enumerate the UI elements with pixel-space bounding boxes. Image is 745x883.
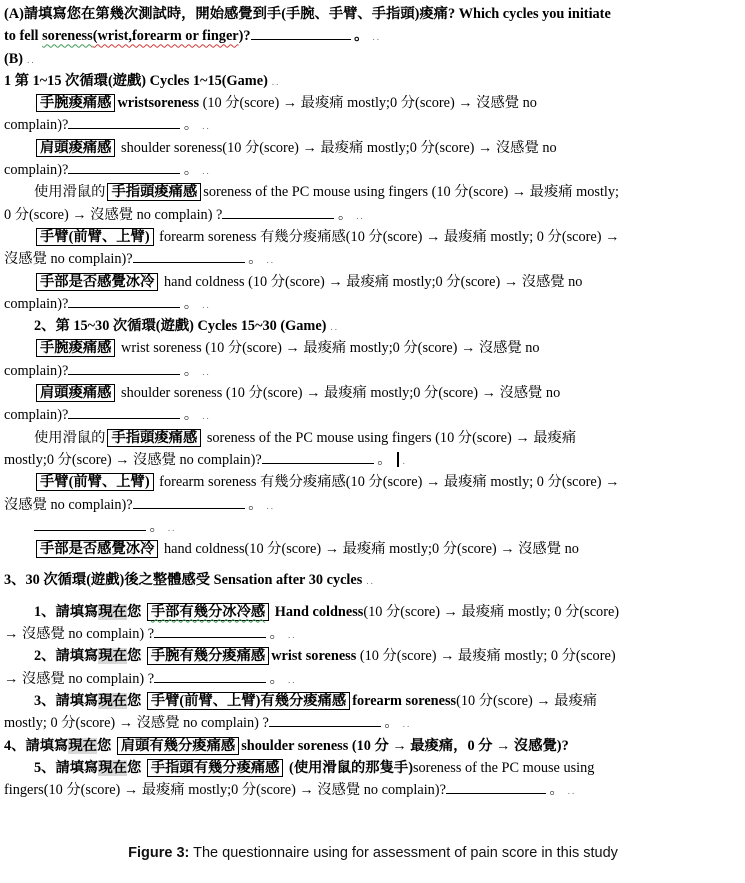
text-run: soreness: [42, 28, 93, 45]
highlighted-run: 現在: [98, 648, 127, 665]
doc-line: [4, 337, 742, 359]
text-run: 2、第 15~30 次循環(遊戲) Cycles 15~30 (Game): [34, 318, 327, 335]
boxed-term: 手部是否感覺冰冷: [36, 540, 158, 558]
text-run: 1 第 1~15 次循環(遊戲) Cycles 1~15(Game): [4, 72, 268, 89]
doc-line: [4, 494, 742, 516]
doc-line: [4, 360, 742, 382]
doc-line: [4, 92, 742, 114]
text-run: (使用滑鼠的那隻手): [285, 759, 413, 776]
boxed-term: 手臂(前臂、上臂): [36, 473, 154, 491]
formatting-marks: ..: [202, 299, 211, 310]
fill-in-blank[interactable]: [68, 294, 180, 308]
text-run: soreness of the PC mouse using fingers (10 分(score) → 最痠痛: [203, 429, 577, 446]
doc-line: [4, 226, 742, 248]
text-run: 使用滑鼠的: [34, 184, 106, 201]
text-run: to fell: [4, 28, 43, 45]
text-run: 。: [244, 251, 263, 268]
text-run: 。: [180, 362, 199, 379]
fill-in-blank[interactable]: [269, 713, 381, 727]
text-run: (wrist,forearm or finger: [92, 28, 239, 45]
questionnaire-body[interactable]: [4, 3, 742, 801]
text-run: 。: [146, 518, 164, 535]
doc-line: [4, 404, 742, 426]
fill-in-blank[interactable]: [34, 517, 146, 531]
doc-line: [4, 271, 742, 293]
highlighted-run: 現在: [68, 737, 97, 754]
text-run: → 沒感覺 no complain) ?: [4, 670, 155, 687]
doc-line: [4, 623, 742, 645]
text-run: soreness of the PC mouse using: [412, 759, 595, 776]
formatting-marks: ..: [266, 255, 276, 266]
text-run: 沒感覺 no complain)?: [4, 496, 133, 513]
formatting-marks: ..: [372, 32, 381, 43]
text-run: hand coldness(10 分(score) → 最痠痛 mostly;0 分(score) → 沒感覺 no: [160, 541, 579, 558]
text-run: 。: [180, 162, 199, 179]
doc-line: [4, 516, 742, 538]
fill-in-blank[interactable]: [154, 669, 266, 683]
boxed-term: 手指頭痠痛感: [107, 429, 201, 447]
text-run: (10 分(score) → 最痠痛 mostly; 0 分(score): [359, 648, 616, 665]
doc-line: [4, 757, 742, 779]
text-run: complain)?: [4, 407, 69, 424]
boxed-term: 手部有幾分冰冷感: [147, 603, 269, 621]
text-run: complain)?: [4, 117, 69, 134]
doc-line: [4, 382, 742, 404]
text-run: 您: [126, 759, 145, 776]
text-run: wrist soreness: [271, 648, 360, 665]
text-run: 。: [266, 626, 284, 643]
boxed-term: 肩頭有幾分痠痛感: [117, 737, 239, 755]
formatting-marks: ..: [202, 366, 211, 377]
fill-in-blank[interactable]: [68, 115, 180, 129]
text-run: 3、30 次循環(遊戲)後之整體感受 Sensation after 30 cycles: [4, 572, 363, 589]
doc-line: [4, 668, 742, 690]
highlighted-run: 現在: [98, 603, 127, 620]
text-caret: [397, 452, 399, 467]
boxed-term: 手指頭有幾分痠痛感: [147, 759, 284, 777]
text-run: Hand coldness: [271, 603, 364, 620]
formatting-marks: ..: [366, 576, 375, 587]
text-run: mostly; 0 分(score) → 沒感覺 no complain) ?: [4, 715, 269, 732]
text-run: 。: [334, 206, 353, 223]
fill-in-blank[interactable]: [262, 450, 374, 464]
doc-line: [4, 427, 742, 449]
text-run: → 沒感覺 no complain) ?: [4, 626, 155, 643]
formatting-marks: ..: [202, 411, 211, 422]
text-run: 使用滑鼠的: [34, 429, 106, 446]
doc-line: [4, 48, 742, 70]
highlighted-run: 現在: [98, 692, 127, 709]
text-run: shoulder soreness(10 分(score) → 最痠痛 mostly;0 分(score) → 沒感覺 no: [117, 139, 557, 156]
boxed-term: 手臂(前臂、上臂): [36, 228, 154, 246]
formatting-marks: ..: [567, 786, 577, 797]
text-run: 2、請填寫: [34, 648, 99, 665]
doc-line: [4, 70, 742, 92]
text-run: 沒感覺 no complain)?: [4, 251, 133, 268]
formatting-marks: ..: [271, 76, 281, 87]
formatting-marks: .: [402, 455, 407, 466]
formatting-marks: ..: [202, 166, 211, 177]
text-run: complain)?: [4, 162, 69, 179]
formatting-marks: ..: [167, 522, 177, 533]
text-run: fingers(10 分(score) → 最痠痛 mostly;0 分(score) → 沒感覺 no complain)?: [4, 782, 446, 799]
text-run: mostly;0 分(score) → 沒感覺 no complain)?: [4, 451, 262, 468]
formatting-marks: ..: [202, 121, 211, 132]
text-run: shoulder soreness (10 分(score) → 最痠痛 mostly;0 分(score) → 沒感覺 no: [117, 385, 561, 402]
doc-line: [4, 569, 742, 591]
fill-in-blank[interactable]: [222, 205, 334, 219]
text-run: 。: [180, 295, 199, 312]
doc-line: [4, 449, 742, 471]
doc-line: [4, 315, 742, 337]
text-run: complain)?: [4, 362, 69, 379]
text-run: (B): [4, 50, 24, 67]
text-run: 。: [180, 117, 199, 134]
doc-line: [4, 471, 742, 493]
text-run: complain)?: [4, 295, 69, 312]
text-run: shoulder soreness: [241, 737, 352, 754]
text-run: 。: [350, 28, 369, 45]
doc-line: [4, 779, 742, 801]
fill-in-blank[interactable]: [68, 405, 180, 419]
text-run: 您: [126, 692, 145, 709]
text-run: wristsoreness: [117, 95, 203, 112]
text-run: (10 分(score) → 最痠痛 mostly; 0 分(score): [363, 603, 620, 620]
boxed-term: 手指頭痠痛感: [107, 183, 201, 201]
text-run: 5、請填寫: [34, 759, 99, 776]
text-run: 4、請填寫: [4, 737, 69, 754]
boxed-term: 手腕痠痛感: [36, 339, 115, 357]
text-run: (10 分(score) → 最痠痛 mostly;0 分(score) → 沒感覺 no: [202, 95, 537, 112]
text-run: (A)請填寫您在第幾次測試時，開始感覺到手(手腕、手臂、手指頭)痠痛? Which cycles you initiate: [4, 6, 611, 22]
boxed-term: 肩頭痠痛感: [36, 384, 115, 402]
doc-line: [4, 293, 742, 315]
formatting-marks: ..: [330, 322, 339, 333]
doc-line: [4, 137, 742, 159]
text-run: 。: [180, 407, 199, 424]
text-run: forearm soreness 有幾分痠痛感(10 分(score) → 最痠痛 mostly; 0 分(score) →: [155, 228, 620, 245]
boxed-term: 手部是否感覺冰冷: [36, 273, 158, 291]
formatting-marks: ..: [27, 54, 36, 65]
text-run: 。: [373, 451, 392, 468]
doc-line: [4, 735, 742, 757]
fill-in-blank[interactable]: [68, 160, 180, 174]
text-run: 您: [126, 648, 145, 665]
fill-in-blank[interactable]: [446, 780, 546, 794]
doc-line: [4, 690, 742, 712]
formatting-marks: ..: [266, 500, 276, 511]
boxed-term: 手腕有幾分痠痛感: [147, 647, 269, 665]
fill-in-blank[interactable]: [133, 249, 245, 263]
text-run: 。: [244, 496, 263, 513]
doc-line: [4, 645, 742, 667]
text-run: 。: [545, 782, 564, 799]
formatting-marks: ..: [287, 630, 297, 641]
text-run: 。: [380, 715, 399, 732]
text-run: forearm soreness 有幾分痠痛感(10 分(score) → 最痠痛 mostly; 0 分(score) →: [155, 474, 620, 491]
text-run: (10 分(score) → 最痠痛: [456, 692, 598, 709]
doc-line: [4, 601, 742, 623]
text-run: 0 分(score) → 沒感覺 no complain) ?: [4, 206, 223, 223]
text-run: 。: [266, 670, 284, 687]
formatting-marks: ..: [356, 210, 365, 221]
boxed-term: 手臂(前臂、上臂)有幾分痠痛感: [147, 692, 350, 710]
fill-in-blank[interactable]: [154, 624, 266, 638]
boxed-term: 肩頭痠痛感: [36, 139, 115, 157]
text-run: 您: [96, 737, 115, 754]
doc-line: [4, 3, 742, 25]
text-run: 3、請填寫: [34, 692, 99, 709]
boxed-term: 手腕痠痛感: [36, 94, 115, 112]
caption-label: Figure 3:: [128, 845, 190, 862]
fill-in-blank[interactable]: [251, 26, 351, 40]
caption-text: The questionnaire using for assessment of pain score in this study: [193, 845, 618, 862]
text-run: )?: [238, 28, 251, 45]
doc-line: [4, 181, 742, 203]
text-run: forearm soreness: [352, 692, 457, 709]
doc-line: [4, 25, 742, 47]
fill-in-blank[interactable]: [68, 361, 180, 375]
figure-caption: [4, 845, 742, 861]
text-run: 您: [126, 603, 145, 620]
doc-line: [4, 204, 742, 226]
doc-line: [4, 248, 742, 270]
doc-line: [4, 538, 742, 560]
text-run: soreness of the PC mouse using fingers (10 分(score) → 最痠痛 mostly;: [203, 184, 620, 201]
doc-line: [4, 159, 742, 181]
text-run: hand coldness (10 分(score) → 最痠痛 mostly;0 分(score) → 沒感覺 no: [160, 273, 583, 290]
text-run: (10 分 → 最痠痛，0 分 → 沒感覺)?: [351, 737, 569, 754]
highlighted-run: 現在: [98, 759, 127, 776]
formatting-marks: ..: [287, 674, 297, 685]
text-run: 1、請填寫: [34, 603, 99, 620]
formatting-marks: ..: [402, 719, 412, 730]
doc-line: [4, 114, 742, 136]
text-run: wrist soreness (10 分(score) → 最痠痛 mostly;0 分(score) → 沒感覺 no: [117, 340, 540, 357]
fill-in-blank[interactable]: [133, 495, 245, 509]
doc-line: [4, 712, 742, 734]
